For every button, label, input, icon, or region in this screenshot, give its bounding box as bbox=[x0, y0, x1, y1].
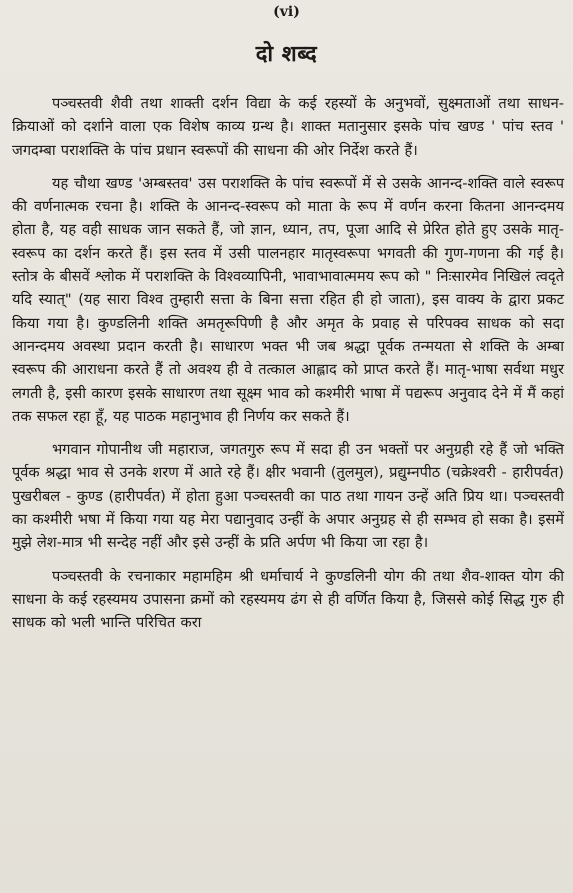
paragraph-3: भगवान गोपानीथ जी महाराज, जगतगुरु रूप में सदा ही उन भक्तों पर अनुग्रही रहे हैं जो भक्ति पूर्वक श्रद्धा भाव से उनके शरण में आते रहे हैं। क्षीर भवानी (तुलमुल), प्रद्युम्नपीठ (चक्रेश्वरी - हारीपर्वत) पुखरीबल - कुण्ड (हारीपर्वत) में होता हुआ पञ्चस्तवी का पाठ तथा गायन उन्हें अति प्रिय था। पञ्चस्तवी का कश्मीरी भषा में किया गया यह मेरा पद्यानुवाद उन्हीं के अपार अनुग्रह से ही सम्भव हो सका है। इसमें मुझे लेश-मात्र भी सन्देह नहीं और इसे उन्हीं के प्रति अर्पण भी किया जा रहा है। bbox=[12, 441, 564, 552]
body-text bbox=[12, 92, 564, 645]
page-title: दो शब्द bbox=[255, 42, 318, 67]
page-number: (vi) bbox=[273, 4, 300, 20]
paragraph-1: पञ्चस्तवी शैवी तथा शाक्ती दर्शन विद्या के कई रहस्यों के अनुभवों, सुक्ष्मताओं तथा साधन-क्रियाओं को दर्शाने वाला एक विशेष काव्य ग्रन्थ है। शाक्त मतानुसार इसके पांच खण्ड ' पांच स्तव ' जगदम्बा पराशक्ति के पांच प्रधान स्वरूपों की साधना की ओर निर्देश करते हैं। bbox=[12, 95, 564, 159]
paragraph-2: यह चौथा खण्ड 'अम्बस्तव' उस पराशक्ति के पांच स्वरूपों में से उसके आनन्द-शक्ति वाले स्वरूप की वर्णनात्मक रचना है। शक्ति के आनन्द-स्वरूप को माता के रूप में वर्णन करना कितना आनन्दमय होता है, यह वही साधक जान सकते हैं, जो ज्ञान, ध्यान, तप, पूजा आदि से प्रेरित होते हुए उसके मातृ-स्वरूप का दर्शन करते हैं। इस स्तव में उसी पालनहार मातृस्वरूपा भगवती की गुण-गणना की गई है। स्तोत्र के बीसवें श्लोक में पराशक्ति के विश्वव्यापिनी, भावाभावात्ममय रूप को " निःसारमेव निखिलं त्वदृते यदि स्यात्" (यह सारा विश्व तुम्हारी सत्ता के बिना सत्ता रहित ही हो जाता), इस वाक्य के द्वारा प्रकट किया गया है। कुण्डलिनी शक्ति अमतृरूपिणी है और अमृत के प्रवाह से परिपक्व साधक को सदा आनन्दमय अवस्था प्रदान करती है। साधारण भक्त भी जब श्रद्धा पूर्वक तन्मयता से शक्ति के अम्बा स्वरूप की आराधना करते हैं तो अवश्य ही वे तत्काल आह्लाद को प्राप्त करते हैं। मातृ-भाषा सर्वथा मधुर लगती है, इसी कारण इसके साधारण तथा सूक्ष्म भाव को कश्मीरी भाषा में पद्यरूप अनुवाद देने में मैं कहां तक सफल रहा हूँ, यह पाठक महानुभाव ही निर्णय कर सकते हैं। bbox=[12, 174, 564, 425]
paragraph-4: पञ्चस्तवी के रचनाकार महामहिम श्री धर्माचार्य ने कुण्डलिनी योग की तथा शैव-शाक्त योग की साधना के कई रहस्यमय उपासना क्रमों को रहस्यमय ढंग से ही वर्णित किया है, जिससे कोई सिद्ध गुरु ही साधक को भली भान्ति परिचित करा bbox=[12, 567, 564, 632]
